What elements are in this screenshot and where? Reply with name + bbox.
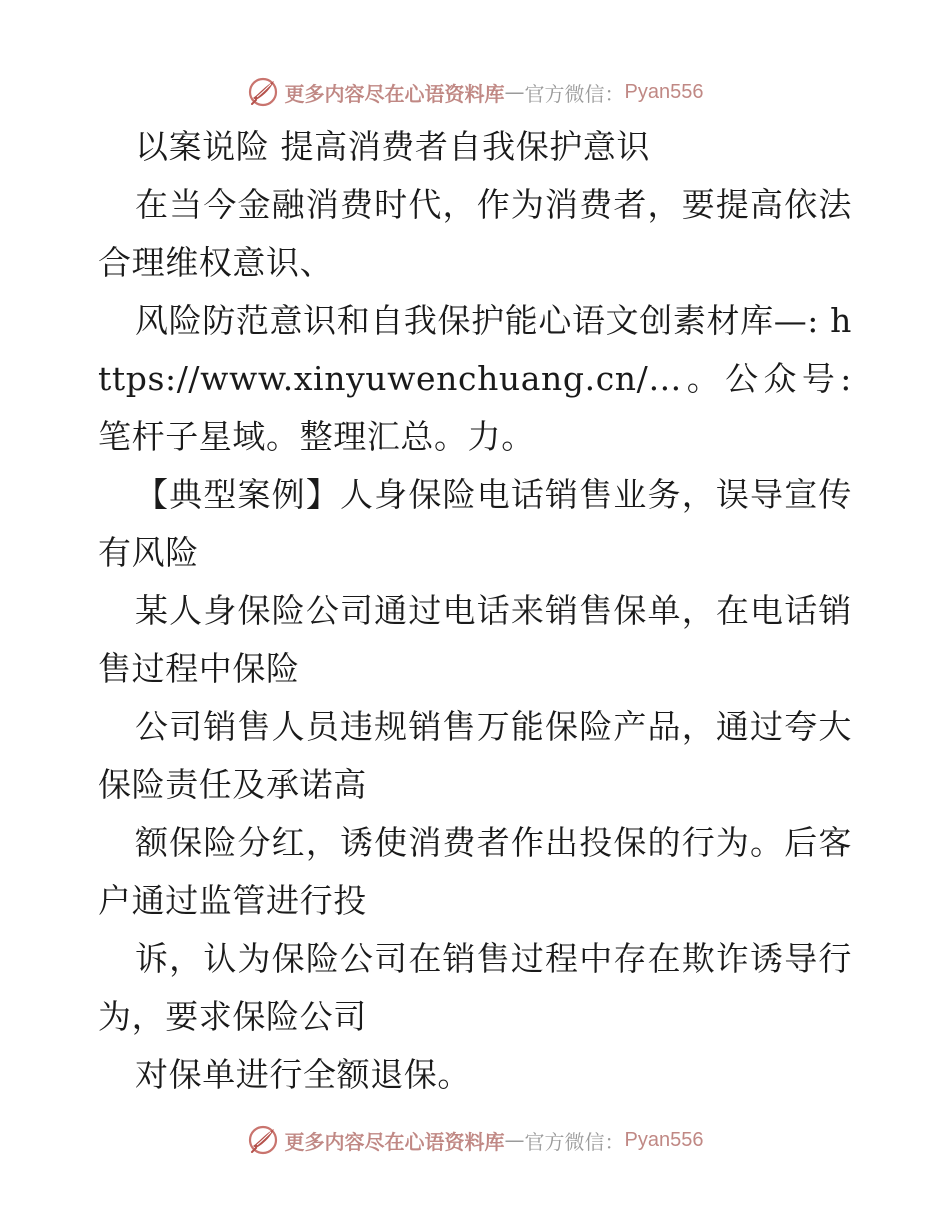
paragraph: 公司销售人员违规销售万能保险产品，通过夸大保险责任及承诺高 [98,707,852,804]
footer-watermark [0,1120,950,1160]
watermark-dash: — [504,80,525,104]
quill-pen-logo-icon [247,1124,279,1156]
watermark-wechat-id: Pyan556 [624,1128,704,1151]
paragraph: 诉，认为保险公司在销售过程中存在欺诈诱导行为，要求保险公司 [98,939,852,1036]
watermark-brand: 更多内容尽在心语资料库 [284,81,505,106]
watermark-brand: 更多内容尽在心语资料库 [284,1129,505,1154]
quill-pen-logo-icon [247,76,279,108]
header-watermark [0,72,950,112]
watermark-wechat-id: Pyan556 [624,80,704,103]
document-title: 以案说险 提高消费者自我保护意识 [135,127,651,166]
paragraph: 在当今金融消费时代，作为消费者，要提高依法合理维权意识、 [98,185,852,282]
paragraph: 风险防范意识和自我保护能心语文创素材库—: https://www.xinyuwenchuang.cn/…。公众号: 笔杆子星域。整理汇总。力。 [98,301,852,456]
paragraph: 某人身保险公司通过电话来销售保单，在电话销售过程中保险 [98,591,852,688]
watermark-dash: — [504,1128,525,1152]
document-body [98,118,852,1104]
paragraph: 对保单进行全额退保。 [135,1055,471,1094]
watermark-official-label: 官方微信： [524,81,625,106]
watermark-official-label: 官方微信： [524,1129,625,1154]
paragraph: 额保险分红，诱使消费者作出投保的行为。后客户通过监管进行投 [98,823,852,920]
paragraph: 【典型案例】人身保险电话销售业务，误导宣传有风险 [98,475,852,572]
